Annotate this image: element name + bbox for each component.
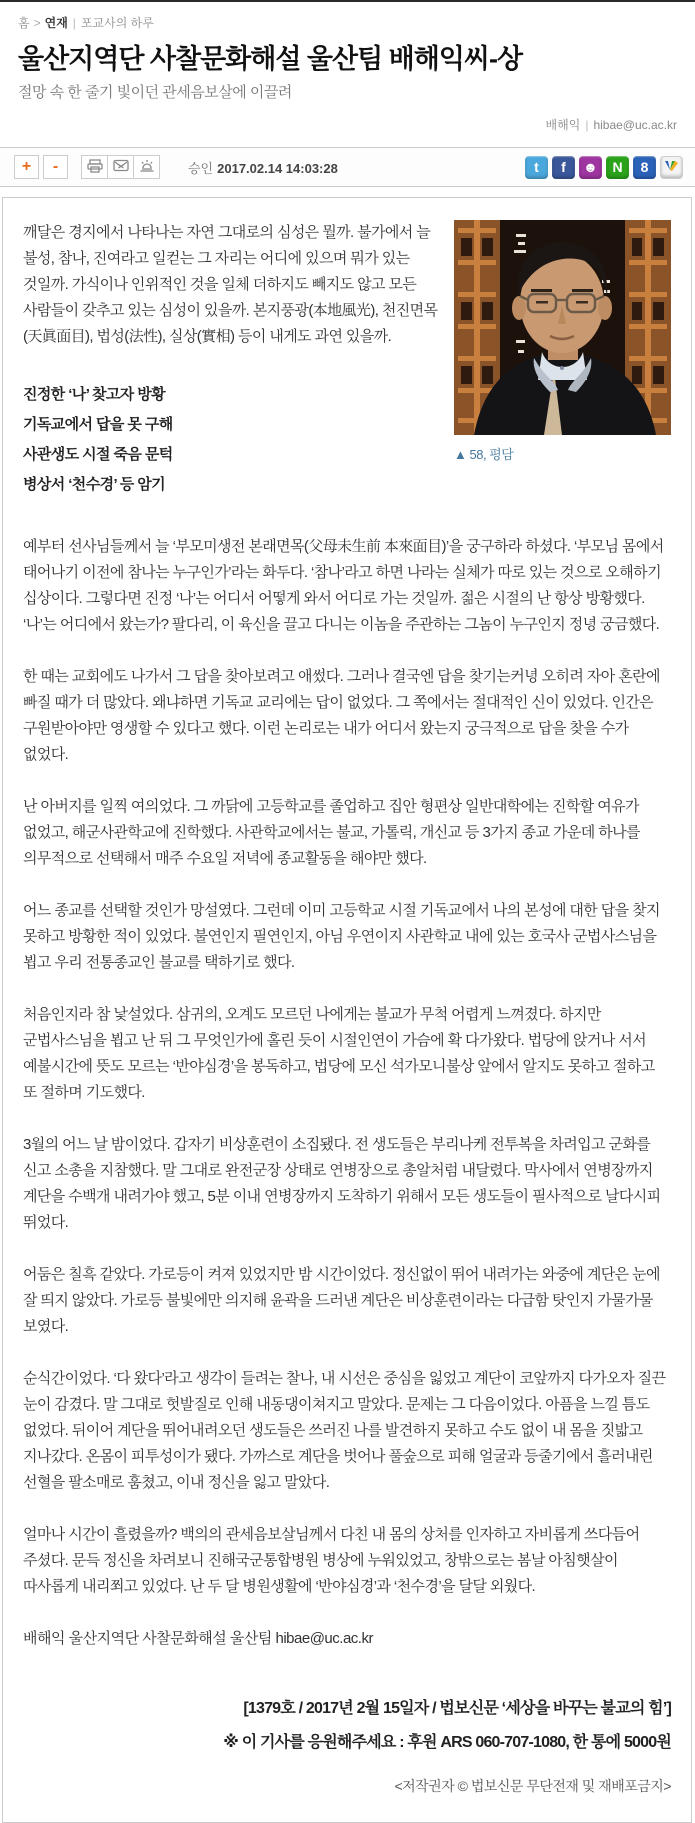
article-signature: 배해익 울산지역단 사찰문화해설 울산팀 hibae@uc.ac.kr — [23, 1630, 373, 1647]
breadcrumb-home-link[interactable]: 홈 — [18, 16, 30, 30]
approved-label: 승인 — [188, 160, 214, 176]
googleplus-icon: 8 — [640, 159, 649, 175]
page-title: 울산지역단 사찰문화해설 울산팀 배해익씨-상 — [18, 44, 523, 74]
footer-issue-line: [1379호 / 2017년 2월 15일자 / 법보신문 ‘세상을 바꾸는 불교의 힘’] — [243, 1700, 671, 1717]
article-paragraph: 처음인지라 참 낯설었다. 삼귀의, 오계도 모르던 나에게는 불교가 무척 어렵게 느껴졌다. 하지만 군법사스님을 뵙고 난 뒤 그 무엇인가에 홀린 듯이 시절인연이 가슴에 확 다가왔다. 법당에 앉거나 서서 예불시간에 뜻도 모르는 ‘반야심경’을 봉독하고, 법당에 모신 석가모니불상 앞에서 알지도 못하고 절하고 또 절하며 기도했다. — [23, 1006, 655, 1101]
breadcrumb — [18, 14, 679, 31]
copyright-notice: <저작권자 © 법보신문 무단전재 및 재배포금지> — [394, 1778, 671, 1794]
toolbar-icon-group — [82, 155, 160, 179]
article-paragraph: 순식간이었다. ‘다 왔다’라고 생각이 들려는 찰나, 내 시선은 중심을 잃었고 계단이 코앞까지 다가오자 질끈 눈이 감겼다. 말 그대로 헛발질로 인해 내동댕이쳐지고 말았다. 문제는 그 다음이었다. 아픔을 느낄 틈도 없었다. 뒤이어 계단을 뛰어내려오던 생도들은 쓰러진 나를 발견하지 못하고 수도 없이 내 몸을 짓밟고 지나갔다. 온몸이 피투성이가 됐다. 가까스로 계단을 벗어나 풀숲으로 피해 얼굴과 등줄기에서 흘러내린 선혈을 팔소매로 훔쳤고, 이내 정신을 잃고 말았다. — [23, 1370, 666, 1491]
band-icon — [664, 159, 679, 175]
pull-quote-line: 기독교에서 답을 못 구해 — [23, 416, 173, 433]
article-body — [2, 197, 692, 1823]
author-name: 배해익 — [545, 118, 581, 132]
kakaostory-icon: ☻ — [583, 159, 598, 175]
article-paragraph: 얼마나 시간이 흘렸을까? 백의의 관세음보살님께서 다친 내 몸의 상처를 인자하고 자비롭게 쓰다듬어 주셨다. 문득 정신을 차려보니 진해국군통합병원 병상에 누워있었고, 창밖으로는 봄날 아침햇살이 따사롭게 내리쬐고 있었다. 난 두 달 병원생활에 ‘반야심경’과 ‘천수경’을 달달 외웠다. — [23, 1526, 640, 1595]
approved-datetime — [188, 158, 338, 177]
author-line — [18, 116, 679, 133]
mail-button[interactable] — [107, 155, 134, 179]
naver-share-button[interactable] — [606, 156, 629, 179]
kakaostory-share-button[interactable] — [579, 156, 602, 179]
twitter-share-button[interactable] — [525, 156, 548, 179]
photo-caption: ▲ 58, 평담 — [454, 447, 514, 462]
mail-icon — [113, 159, 129, 175]
band-share-button[interactable] — [660, 156, 683, 179]
article-toolbar — [0, 147, 695, 187]
article-figure — [454, 220, 671, 463]
pull-quote-line: 사관생도 시절 죽음 문턱 — [23, 446, 173, 463]
page-subtitle: 절망 속 한 줄기 빛이던 관세음보살에 이끌려 — [18, 84, 292, 101]
print-button[interactable] — [81, 155, 108, 179]
facebook-icon: f — [561, 159, 566, 175]
article-paragraph: 어둠은 칠흑 같았다. 가로등이 켜져 있었지만 밤 시간이었다. 정신없이 뛰어 내려가는 와중에 계단은 눈에 잘 띄지 않았다. 가로등 불빛에만 의지해 윤곽을 드러낸 계단은 비상훈련이라는 다급함 탓인지 가물가물 보였다. — [23, 1266, 660, 1335]
font-smaller-button[interactable]: - — [43, 155, 68, 179]
article-photo — [454, 220, 671, 435]
breadcrumb-divider: | — [72, 16, 76, 30]
approved-datetime-value: 2017.02.14 14:03:28 — [217, 160, 338, 176]
article-header — [0, 2, 695, 139]
article-paragraph: 예부터 선사님들께서 늘 ‘부모미생전 본래면목(父母未生前 本來面目)’을 궁구하라 하셨다. ‘부모님 몸에서 태어나기 이전에 참나는 누구인가’라는 화두다. ‘참나’라고 하면 나라는 실체가 따로 있는 것으로 오해하기 십상이다. 그렇다면 진정 ‘나’는 어디서 어떻게 와서 어디로 가는 것일까. 젊은 시절의 난 항상 방황했다. ‘나’는 어디에서 왔는가? 팔다리, 이 육신을 끌고 다니는 이놈을 주관하는 그놈이 누구인지 정녕 궁금했다. — [23, 538, 664, 633]
social-share-bar — [521, 156, 683, 179]
breadcrumb-separator: > — [33, 16, 41, 30]
pull-quote-line: 진정한 ‘나’ 찾고자 방황 — [23, 386, 166, 403]
footer-support-line: ※ 이 기사를 응원해주세요 : 후원 ARS 060-707-1080, 한 통에 5000원 — [223, 1734, 671, 1751]
facebook-share-button[interactable] — [552, 156, 575, 179]
breadcrumb-subsection-link[interactable]: 포교사의 하루 — [80, 16, 154, 30]
breadcrumb-section-link[interactable]: 연재 — [44, 16, 68, 30]
font-larger-button[interactable]: + — [14, 155, 39, 179]
article-paragraph: 3월의 어느 날 밤이었다. 갑자기 비상훈련이 소집됐다. 전 생도들은 부리나케 전투복을 차려입고 군화를 신고 소총을 지참했다. 말 그대로 완전군장 상태로 연병장으로 총알처럼 내달렸다. 막사에서 연병장까지 계단을 수백개 내려가야 했고, 5분 이내 연병장까지 도착하기 위해서 모든 생도들이 필사적으로 날다시피 뛰었다. — [23, 1136, 661, 1231]
author-email[interactable]: hibae@uc.ac.kr — [593, 118, 677, 132]
print-icon — [87, 159, 103, 176]
report-icon — [139, 159, 155, 176]
pull-quote-line: 병상서 ‘천수경’ 등 암기 — [23, 476, 166, 493]
article-paragraph: 한 때는 교회에도 나가서 그 답을 찾아보려고 애썼다. 그러나 결국엔 답을 찾기는커녕 오히려 자아 혼란에 빠질 때가 더 많았다. 왜냐하면 기독교 교리에는 답이 없었다. 그 쪽에서는 절대적인 신이 있었다. 인간은 구원받아야만 영생할 수 있다고 했다. 이런 논리로는 내가 어디서 왔는지 궁극적으로 답을 찾을 수가 없었다. — [23, 668, 660, 763]
googleplus-share-button[interactable] — [633, 156, 656, 179]
article-paragraph: 어느 종교를 선택할 것인가 망설였다. 그런데 이미 고등학교 시절 기독교에서 나의 본성에 대한 답을 찾지 못하고 방황한 적이 있었다. 불연인지 필연인지, 아님 우연이지 사관학교 내에 있는 호국사 군법사스님을 뵙고 우리 전통종교인 불교를 택하기로 했다. — [23, 902, 660, 971]
twitter-icon: t — [534, 159, 539, 175]
author-bar: | — [585, 118, 589, 132]
naver-icon: N — [612, 159, 623, 175]
article-paragraph: 난 아버지를 일찍 여의었다. 그 까닭에 고등학교를 졸업하고 집안 형편상 일반대학에는 진학할 여유가 없었고, 해군사관학교에 진학했다. 사관학교에서는 불교, 가톨릭, 개신교 등 3가지 종교 가운데 하나를 의무적으로 선택해서 매주 수요일 저녁에 종교활동을 해야만 했다. — [23, 798, 640, 867]
report-button[interactable] — [133, 155, 160, 179]
article-paragraph: 깨달은 경지에서 나타나는 자연 그대로의 심성은 뭘까. 불가에서 늘 불성, 참나, 진여라고 일컫는 그 자리는 어디에 있으며 뭐가 있는 것일까. 가식이나 인위적인 것을 일체 더하지도 빼지도 않고 모든 사람들이 갖추고 있는 심성이 있을까. 본지풍광(本地風光), 천진면목(天眞面目), 법성(法性), 실상(實相) 등이 내게도 과연 있을까. — [23, 224, 438, 345]
